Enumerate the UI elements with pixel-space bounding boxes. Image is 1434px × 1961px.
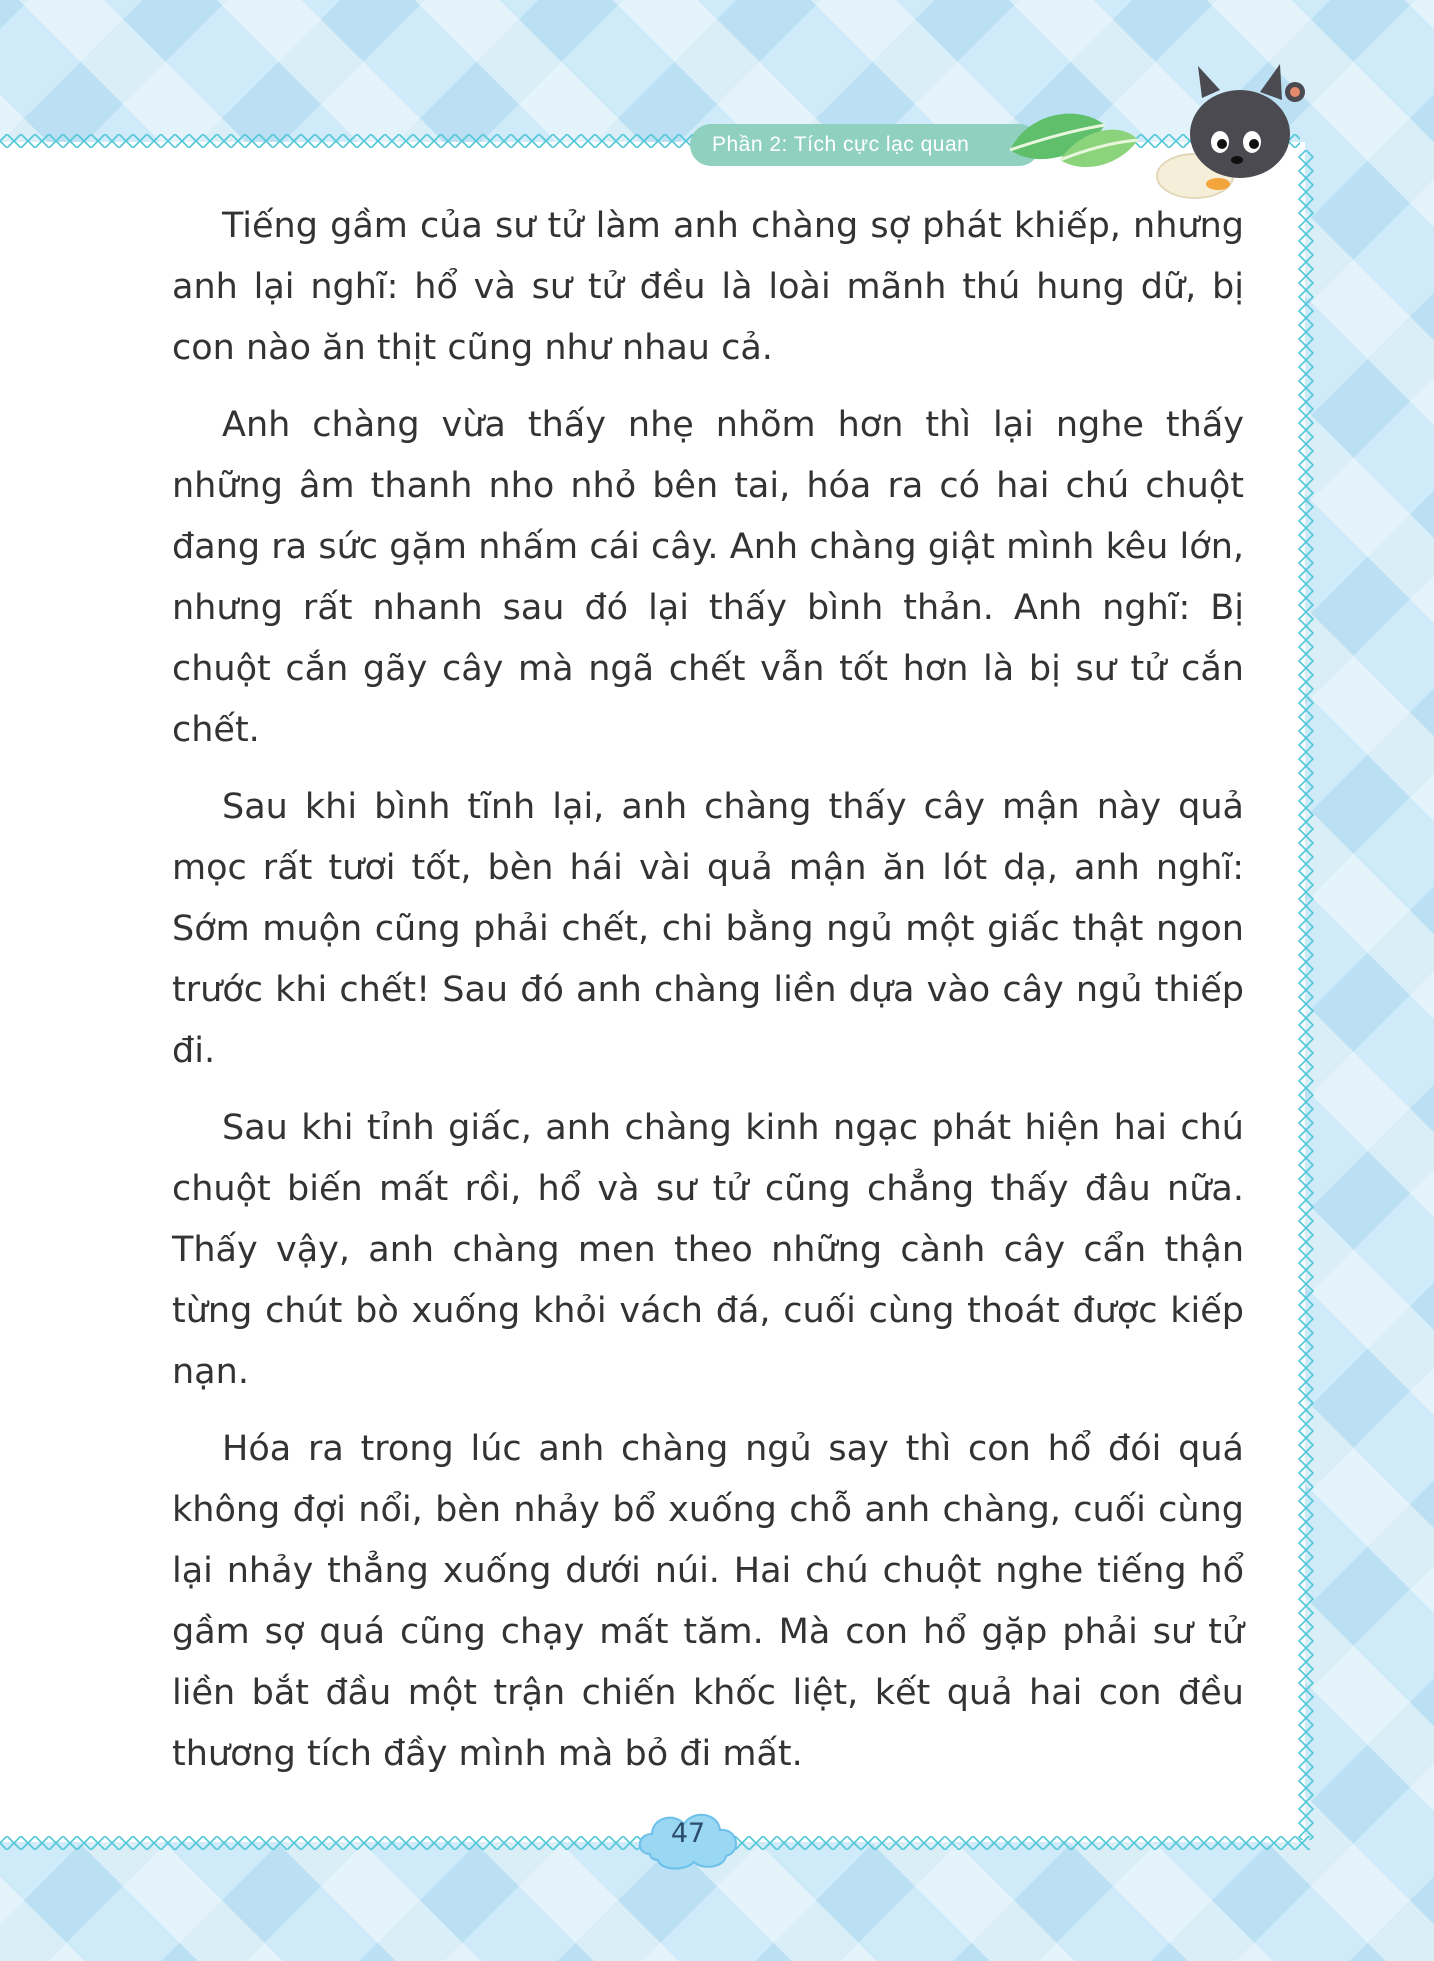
cat-illustration-icon <box>1140 56 1310 206</box>
paragraph-2: Anh chàng vừa thấy nhẹ nhõm hơn thì lại nghe thấy những âm thanh nho nhỏ bên tai, hóa ra có hai chú chuột đang ra sức gặm nhấm cái cây. Anh chàng giật mình kêu lớn, nhưng rất nhanh sau đó lại thấy bình thản. Anh nghĩ: Bị chuột cắn gãy cây mà ngã chết vẫn tốt hơn là bị sư tử cắn chết. <box>172 405 1244 750</box>
page-number: 47 <box>670 1818 706 1849</box>
paragraph-3: Sau khi bình tĩnh lại, anh chàng thấy cây mận này quả mọc rất tươi tốt, bèn hái vài quả mận ăn lót dạ, anh nghĩ: Sớm muộn cũng phải chết, chi bằng ngủ một giấc thật ngon trước khi chết! Sau đó anh chàng liền dựa vào cây ngủ thiếp đi. <box>172 787 1244 1071</box>
section-tab <box>690 124 1040 166</box>
paragraph-4: Sau khi tỉnh giấc, anh chàng kinh ngạc phát hiện hai chú chuột biến mất rồi, hổ và sư tử cũng chẳng thấy đâu nữa. Thấy vậy, anh chàng men theo những cành cây cẩn thận từng chút bò xuống khỏi vách đá, cuối cùng thoát được kiếp nạn. <box>172 1108 1244 1392</box>
right-zigzag-border <box>1298 150 1314 1840</box>
leaf-icon <box>1000 100 1140 180</box>
story-text <box>172 196 1244 1801</box>
section-label: Phần 2: Tích cực lạc quan <box>712 133 970 156</box>
paragraph-5: Hóa ra trong lúc anh chàng ngủ say thì con hổ đói quá không đợi nổi, bèn nhảy bổ xuống chỗ anh chàng, cuối cùng lại nhảy thẳng xuống dưới núi. Hai chú chuột nghe tiếng hổ gầm sợ quá cũng chạy mất tăm. Mà con hổ gặp phải sư tử liền bắt đầu một trận chiến khốc liệt, kết quả hai con đều thương tích đầy mình mà bỏ đi mất. <box>172 1429 1244 1774</box>
paragraph-1: Tiếng gầm của sư tử làm anh chàng sợ phát khiếp, nhưng anh lại nghĩ: hổ và sư tử đều là loài mãnh thú hung dữ, bị con nào ăn thịt cũng như nhau cả. <box>172 206 1244 368</box>
